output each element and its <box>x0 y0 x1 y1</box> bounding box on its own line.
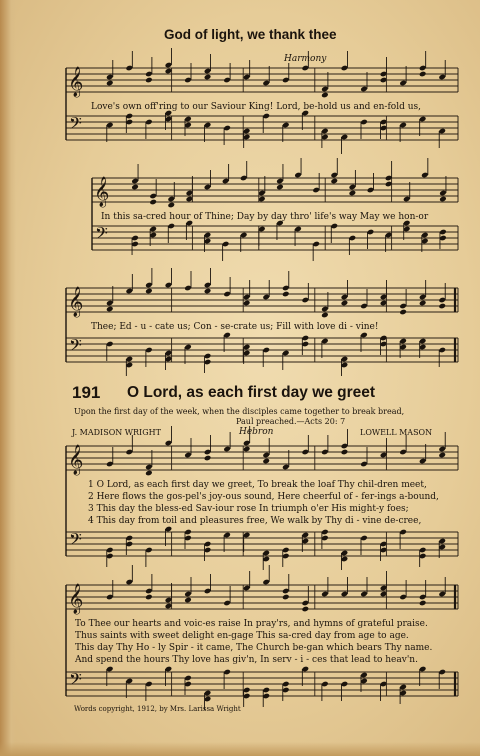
system-2-bass-clef: 𝄢 <box>95 223 108 247</box>
system-2-treble-note <box>131 184 139 191</box>
verse-a-line-4: 4 This day from toil and pleasures free, We walk by Thy di - vine de-cree, <box>88 516 422 526</box>
system-4-treble-note <box>243 446 251 453</box>
system-5-treble-note <box>145 594 153 601</box>
system-5-treble-note <box>165 603 173 610</box>
system-5-treble-clef: 𝄞 <box>68 584 84 614</box>
system-3-treble-note <box>204 288 212 295</box>
system-2-treble-note <box>439 196 447 203</box>
system-3-treble-note <box>243 300 251 307</box>
verse-b-line-1: To Thee our hearts and voic-es raise In pray'rs, and hymns of grateful praise. <box>75 619 428 629</box>
system-1-treble-clef: 𝄞 <box>68 67 84 97</box>
verse-a-line-2: 2 Here flows the gos-pel's joy-ous sound, Here cheerful of - fer-ings a-bound, <box>88 492 439 502</box>
system-1-bass-clef: 𝄢 <box>69 113 82 137</box>
lyric-line-1: Love's own off'ring to our Saviour King! Lord, be-hold us and en-fold us, <box>91 102 421 112</box>
system-2-treble-note <box>167 202 175 209</box>
system-4-treble-note <box>262 458 270 465</box>
verse-b-line-3: This day Thy Ho - ly Spir - it came, The Church be-gan which bears Thy name. <box>75 643 433 653</box>
system-3-treble-note <box>321 312 329 319</box>
system-3-treble-note <box>145 288 153 295</box>
copyright-notice: Words copyright, 1912, by Mrs. Larissa Wright <box>74 705 241 713</box>
system-5-treble-note <box>302 606 310 613</box>
system-2-treble-clef: 𝄞 <box>94 177 110 207</box>
epigraph-line-1: Upon the first day of the week, when the disciples came together to break bread, <box>74 407 405 416</box>
verse-a-line-1: 1 O Lord, as each first day we greet, To break the loaf Thy chil-dren meet, <box>88 480 427 490</box>
lyric-line-3: Thee; Ed - u - cate us; Con - se-crate us; Fill with love di - vine! <box>91 322 379 332</box>
system-2-treble-note <box>349 190 357 197</box>
system-5-treble-note <box>419 600 427 607</box>
system-4-treble-note <box>204 455 212 462</box>
system-2-treble-note <box>149 199 157 206</box>
system-3-treble-note <box>399 309 407 316</box>
hymn-number: 191 <box>72 383 101 402</box>
system-4-bass-clef: 𝄢 <box>69 529 82 553</box>
system-5-treble-note <box>184 597 192 604</box>
system-5-bass-clef: 𝄢 <box>69 669 82 693</box>
system-3-treble-note <box>438 303 446 310</box>
system-3-treble-note <box>106 306 114 313</box>
verse-b-line-4: And spend the hours Thy love has giv'n, In serv - i - ces that lead to heav'n. <box>75 655 418 665</box>
system-4-treble-note <box>438 452 446 459</box>
system-4-treble-note <box>341 449 349 456</box>
tune-name: Hebron <box>239 427 274 437</box>
composer-credit: LOWELL MASON <box>360 428 433 437</box>
system-2-treble-note <box>276 184 284 191</box>
system-3-treble-clef: 𝄞 <box>68 287 84 317</box>
system-3-treble-note <box>282 291 290 298</box>
system-1-treble-note <box>321 92 329 99</box>
system-3-bass-clef: 𝄢 <box>69 335 82 359</box>
epigraph-line-2: Paul preached.—Acts 20: 7 <box>236 417 346 426</box>
top-hymn-title: God of light, we thank thee <box>164 27 337 42</box>
system-1-treble-note <box>419 71 427 78</box>
verse-a-line-3: 3 This day the bless-ed Sav-iour rose In triumph o'er His might-y foes; <box>88 504 409 514</box>
system-1-treble-note <box>145 77 153 84</box>
system-5-treble-note <box>282 594 290 601</box>
author-credit: J. MADISON WRIGHT <box>72 428 161 437</box>
system-1-treble-note <box>204 74 212 81</box>
system-4-treble-clef: 𝄞 <box>68 445 84 475</box>
section-label-harmony: Harmony <box>284 54 327 64</box>
system-1-treble-note <box>165 68 173 75</box>
system-2-treble-note <box>330 178 338 185</box>
lyric-line-2: In this sa-cred hour of Thine; Day by day thro' life's way May we hon-or <box>101 212 429 222</box>
system-3-treble-note <box>341 300 349 307</box>
hymn-title: O Lord, as each first day we greet <box>127 384 376 401</box>
verse-b-line-2: Thus saints with sweet delight en-gage This sa-cred day from age to age. <box>75 631 409 641</box>
system-1-treble-note <box>106 80 114 87</box>
system-3-treble-note <box>419 300 427 307</box>
system-4-treble-note <box>145 470 153 477</box>
